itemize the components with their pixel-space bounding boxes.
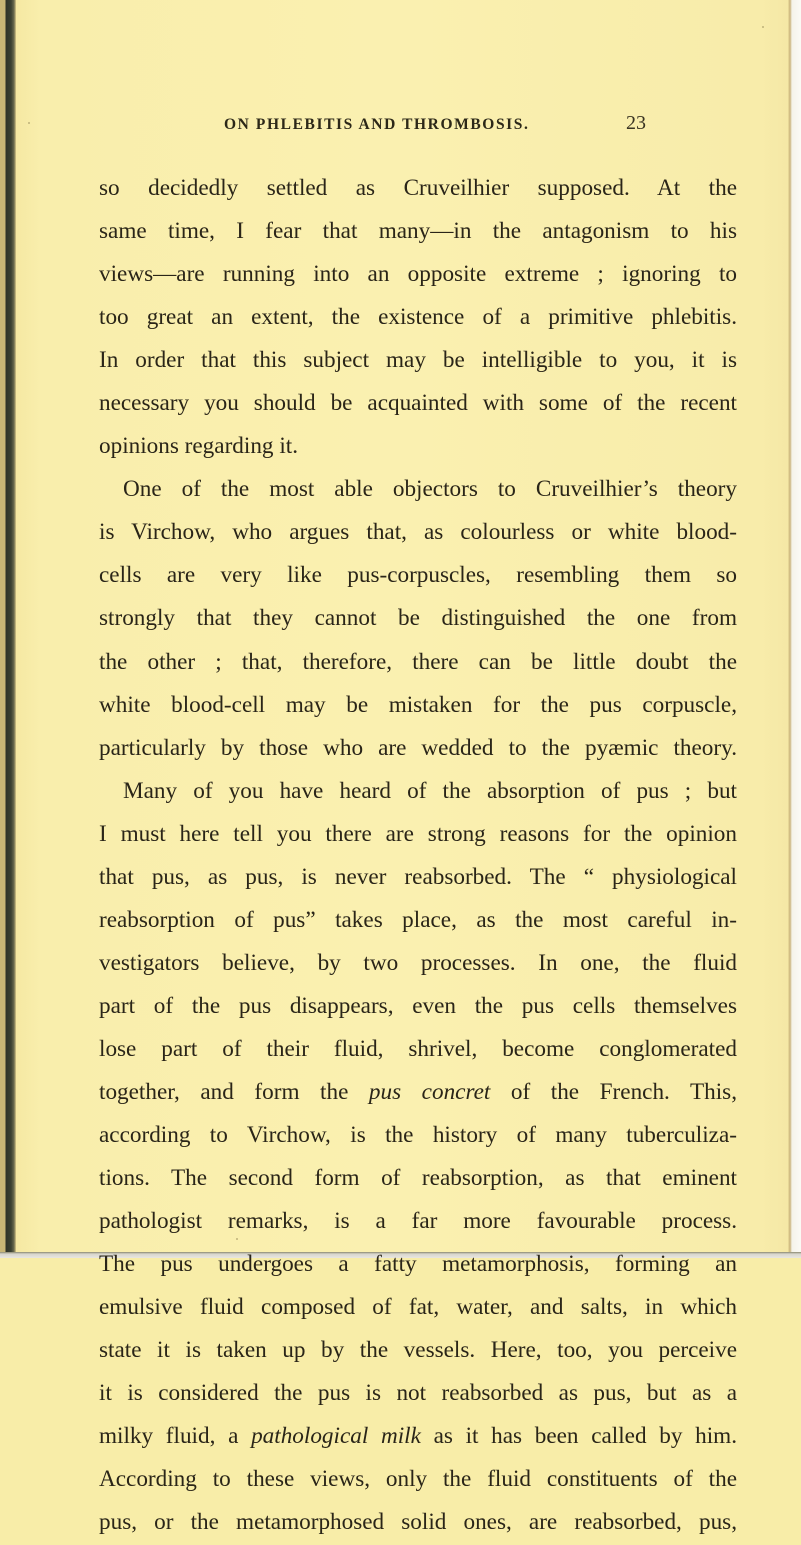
book-binding-edge: [0, 0, 16, 1252]
body-text: [99, 167, 737, 1545]
text-line: part of the pus disappears, even the pus cells themselves: [99, 992, 737, 1019]
text-line: particularly by those who are wedded to the pyæmic theory.: [99, 734, 737, 761]
text-line-with-italic: [99, 1415, 737, 1458]
text-line: the other ; that, therefore, there can be little doubt the: [99, 648, 737, 675]
paper-speck: [236, 1238, 238, 1240]
paper-speck: [28, 122, 30, 124]
text-line: pus, or the metamorphosed solid ones, are reabsorbed, pus,: [99, 1509, 737, 1536]
page-right-edge: [788, 0, 801, 1258]
italic-term: pathological milk: [251, 1423, 421, 1450]
italic-term: pus concret: [368, 1078, 491, 1105]
text-line: necessary you should be acquainted with some of the recent: [99, 390, 737, 417]
text-line: views—are running into an opposite extreme ; ignoring to: [99, 261, 737, 288]
text-line: pathologist remarks, is a far more favourable process.: [99, 1208, 737, 1235]
text-line: In order that this subject may be intelligible to you, it is: [99, 347, 737, 374]
text-line: cells are very like pus-corpuscles, resembling them so: [99, 562, 737, 589]
paper-speck: [762, 26, 764, 28]
paragraph-first-line: Many of you have heard of the absorption of pus ; but: [123, 777, 737, 804]
text-run: of the French. This,: [490, 1078, 737, 1105]
page-number: 23: [626, 112, 646, 134]
paragraph-first-line: One of the most able objectors to Cruveilhier’s theory: [123, 476, 737, 503]
text-run: milky fluid, a: [99, 1423, 252, 1450]
text-line: white blood-cell may be mistaken for the pus corpuscle,: [99, 691, 737, 718]
text-line: lose part of their fluid, shrivel, become conglomerated: [99, 1035, 737, 1062]
text-line: emulsive fluid composed of fat, water, and salts, in which: [99, 1294, 737, 1321]
text-line: according to Virchow, is the history of many tuberculiza-: [99, 1122, 737, 1149]
text-line: I must here tell you there are strong reasons for the opinion: [99, 820, 737, 847]
text-line: According to these views, only the fluid constituents of the: [99, 1466, 737, 1493]
text-line: is Virchow, who argues that, as colourless or white blood-: [99, 519, 737, 546]
text-line: tions. The second form of reabsorption, as that eminent: [99, 1165, 737, 1192]
text-line-with-italic: [99, 1071, 737, 1114]
text-line: so decidedly settled as Cruveilhier supposed. At the: [99, 175, 737, 201]
text-line: The pus undergoes a fatty metamorphosis, forming an: [99, 1251, 737, 1278]
text-line: that pus, as pus, is never reabsorbed. The “ physiological: [99, 863, 737, 890]
text-run: together, and form the: [99, 1078, 369, 1105]
running-head: ON PHLEBITIS AND THROMBOSIS.: [224, 116, 530, 133]
text-line: strongly that they cannot be distinguished the one from: [99, 605, 737, 632]
text-line: opinions regarding it.: [99, 433, 298, 460]
text-line: it is considered the pus is not reabsorbed as pus, but as a: [99, 1380, 737, 1407]
text-line: too great an extent, the existence of a primitive phlebitis.: [99, 304, 737, 331]
text-line: same time, I fear that many—in the antagonism to his: [99, 218, 737, 245]
text-line: vestigators believe, by two processes. In one, the fluid: [99, 949, 737, 976]
text-run: as it has been called by him.: [420, 1423, 737, 1450]
text-line: state it is taken up by the vessels. Here, too, you perceive: [99, 1337, 737, 1364]
text-line: reabsorption of pus” takes place, as the most careful in-: [99, 906, 737, 933]
